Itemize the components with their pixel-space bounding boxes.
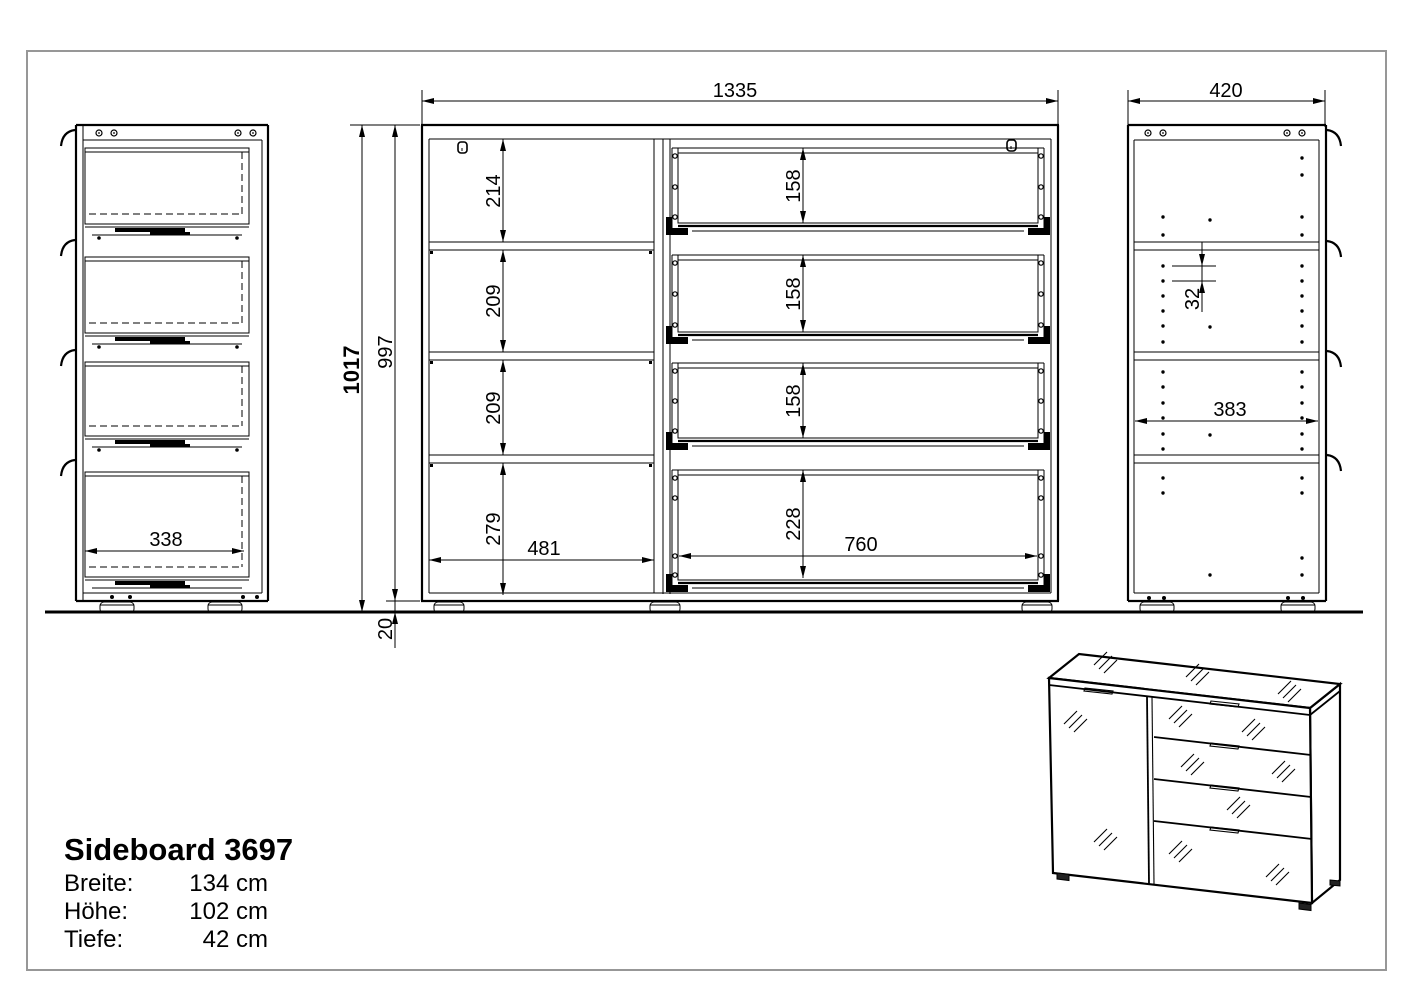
dim-section-2: 209: [483, 284, 505, 318]
dim-drawer-2: 158: [783, 277, 805, 311]
info-block: [64, 833, 293, 954]
front-view: [421, 125, 1059, 613]
spec-row: [64, 926, 293, 954]
dim-hole-pitch: 32: [1182, 287, 1204, 311]
spec-row: [64, 870, 293, 898]
dim-total-height: 1017: [339, 345, 364, 395]
dim-drawer-inner-width: 760: [844, 534, 878, 556]
dim-plinth-height: 20: [375, 617, 397, 641]
cam-lock-icon: [458, 142, 467, 153]
dim-left-inner-width: 481: [527, 538, 561, 560]
isometric-view: [1049, 652, 1340, 911]
dim-drawer-3: 158: [783, 384, 805, 418]
dim-left-inner-depth: 338: [149, 529, 183, 551]
spec-value-breite: 134 cm: [189, 870, 268, 897]
dim-body-height: 997: [375, 335, 397, 369]
front-view-dimensions: [339, 80, 1058, 648]
spec-value-tiefe: 42 cm: [202, 926, 268, 953]
spec-label-breite: Breite:: [64, 870, 134, 897]
dim-section-4: 279: [483, 512, 505, 546]
dim-section-3: 209: [483, 391, 505, 425]
spec-row: [64, 898, 293, 926]
cam-lock-icon: [1007, 140, 1016, 151]
dim-front-width: 1335: [712, 80, 758, 102]
dim-drawer-4: 228: [783, 507, 805, 541]
side-view-left: [61, 125, 268, 613]
spec-label-hoehe: Höhe:: [64, 898, 129, 925]
spec-label-tiefe: Tiefe:: [64, 926, 124, 953]
dim-depth: 420: [1209, 80, 1243, 102]
dim-drawer-1: 158: [783, 169, 805, 203]
spec-value-hoehe: 102 cm: [189, 898, 268, 925]
product-title: Sideboard 3697: [64, 832, 294, 867]
dim-section-1: 214: [483, 174, 505, 208]
side-view-right: [1128, 80, 1341, 613]
dim-right-inner-depth: 383: [1213, 399, 1247, 421]
